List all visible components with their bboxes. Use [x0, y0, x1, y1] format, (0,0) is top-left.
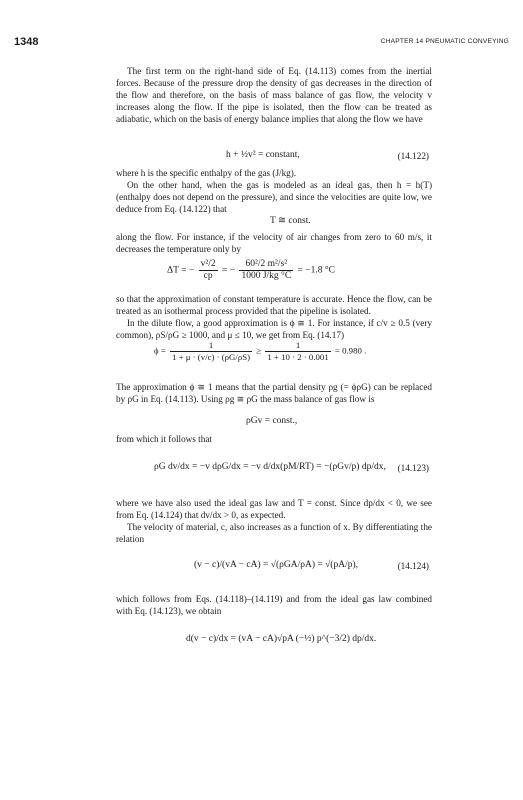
- denominator: cp: [199, 270, 218, 282]
- equation-velocity-difference: d(v − c)/dx = (vA − cA)√pA (−½) p^(−3/2) dp/dx.: [186, 634, 377, 644]
- equation-lhs: ΔT = −: [167, 265, 195, 276]
- page-number: 1348: [14, 36, 39, 48]
- numerator: 1: [208, 340, 214, 350]
- denominator: 1 + μ · (v/c) · (ρG/ρS): [172, 352, 251, 362]
- equation-phi: [154, 340, 366, 363]
- paragraph: along the flow. For instance, if the velocity of air changes from zero to 60 m/s, it decreases the temperature only by: [116, 232, 432, 255]
- equation-temperature-drop: [167, 259, 335, 282]
- equation-operator: ≥: [256, 345, 262, 356]
- paragraph: In the dilute flow, a good approximation is ϕ ≅ 1. For instance, if c/v ≥ 0.5 (very common), ρS/ρG ≥ 1000, and μ ≤ 10, we get from Eq. (14.17): [116, 318, 432, 341]
- equation-14-122: h + ½v² = constant,: [226, 150, 300, 160]
- equation-constant-temperature: T ≅ const.: [270, 216, 311, 226]
- paragraph: where h is the specific enthalpy of the gas (J/kg).: [116, 168, 297, 178]
- equation-14-123: ρG dv/dx = −v dρG/dx = −v d/dx(pM/RT) = −(ρGv/p) dp/dx,: [154, 462, 386, 472]
- fraction: [239, 259, 293, 282]
- equation-operator: = −: [221, 265, 236, 276]
- fraction: [170, 340, 252, 363]
- paragraph: from which it follows that: [116, 434, 212, 444]
- paragraph: The velocity of material, c, also increases as a function of x. By differentiating the relation: [116, 522, 432, 545]
- paragraph: The approximation ϕ ≅ 1 means that the partial density ρg (= ϕρG) can be replaced by ρG in Eq. (14.113). Using ρg ≅ ρG the mass balance of gas flow is: [116, 382, 432, 405]
- paragraph: so that the approximation of constant temperature is accurate. Hence the flow, can be treated as an isothermal process provided that the pipeline is isolated.: [116, 294, 432, 317]
- equation-number: (14.122): [397, 151, 429, 161]
- paragraph: where we have also used the ideal gas law and T = const. Since dp/dx < 0, we see from Eq. (14.124) that dv/dx > 0, as expected.: [116, 498, 432, 521]
- equation-lhs: ϕ =: [154, 345, 166, 356]
- equation-number: (14.124): [397, 561, 429, 571]
- paragraph: which follows from Eqs. (14.118)–(14.119) and from the ideal gas law combined with Eq. (14.123), we obtain: [116, 594, 432, 617]
- fraction: [199, 259, 218, 282]
- numerator: 1: [295, 340, 301, 350]
- equation-rhs: = −1.8 °C: [297, 265, 336, 276]
- equation-number: (14.123): [397, 463, 429, 473]
- running-head: CHAPTER 14 PNEUMATIC CONVEYING: [380, 38, 509, 45]
- numerator: v²/2: [200, 259, 216, 269]
- paragraph: On the other hand, when the gas is modeled as an ideal gas, then h = h(T) (enthalpy does not depend on the pressure), and since the velocities are quite low, we deduce from Eq. (14.122) that: [116, 180, 432, 215]
- fraction: [265, 340, 330, 363]
- equation-rhs: = 0.980 .: [334, 345, 367, 356]
- denominator: 1000 J/kg °C: [241, 271, 292, 281]
- denominator: 1 + 10 · 2 · 0.001: [267, 352, 329, 362]
- paragraph: The first term on the right-hand side of Eq. (14.113) comes from the inertial forces. Because of the pressure drop the density of gas decreases in the direction of the flow and therefore, on the basis of mass balance of gas flow, the velocity v increases along the flow. If the pipe is isolated, then the flow can be treated as adiabatic, which on the basis of energy balance implies that along the flow we have: [116, 66, 432, 125]
- equation-14-124: (v − c)/(vA − cA) = √(ρGA/ρA) = √(pA/p),: [194, 560, 359, 570]
- numerator: 60²/2 m²/s²: [245, 259, 288, 269]
- equation-mass-balance: ρGv = const.,: [246, 416, 298, 426]
